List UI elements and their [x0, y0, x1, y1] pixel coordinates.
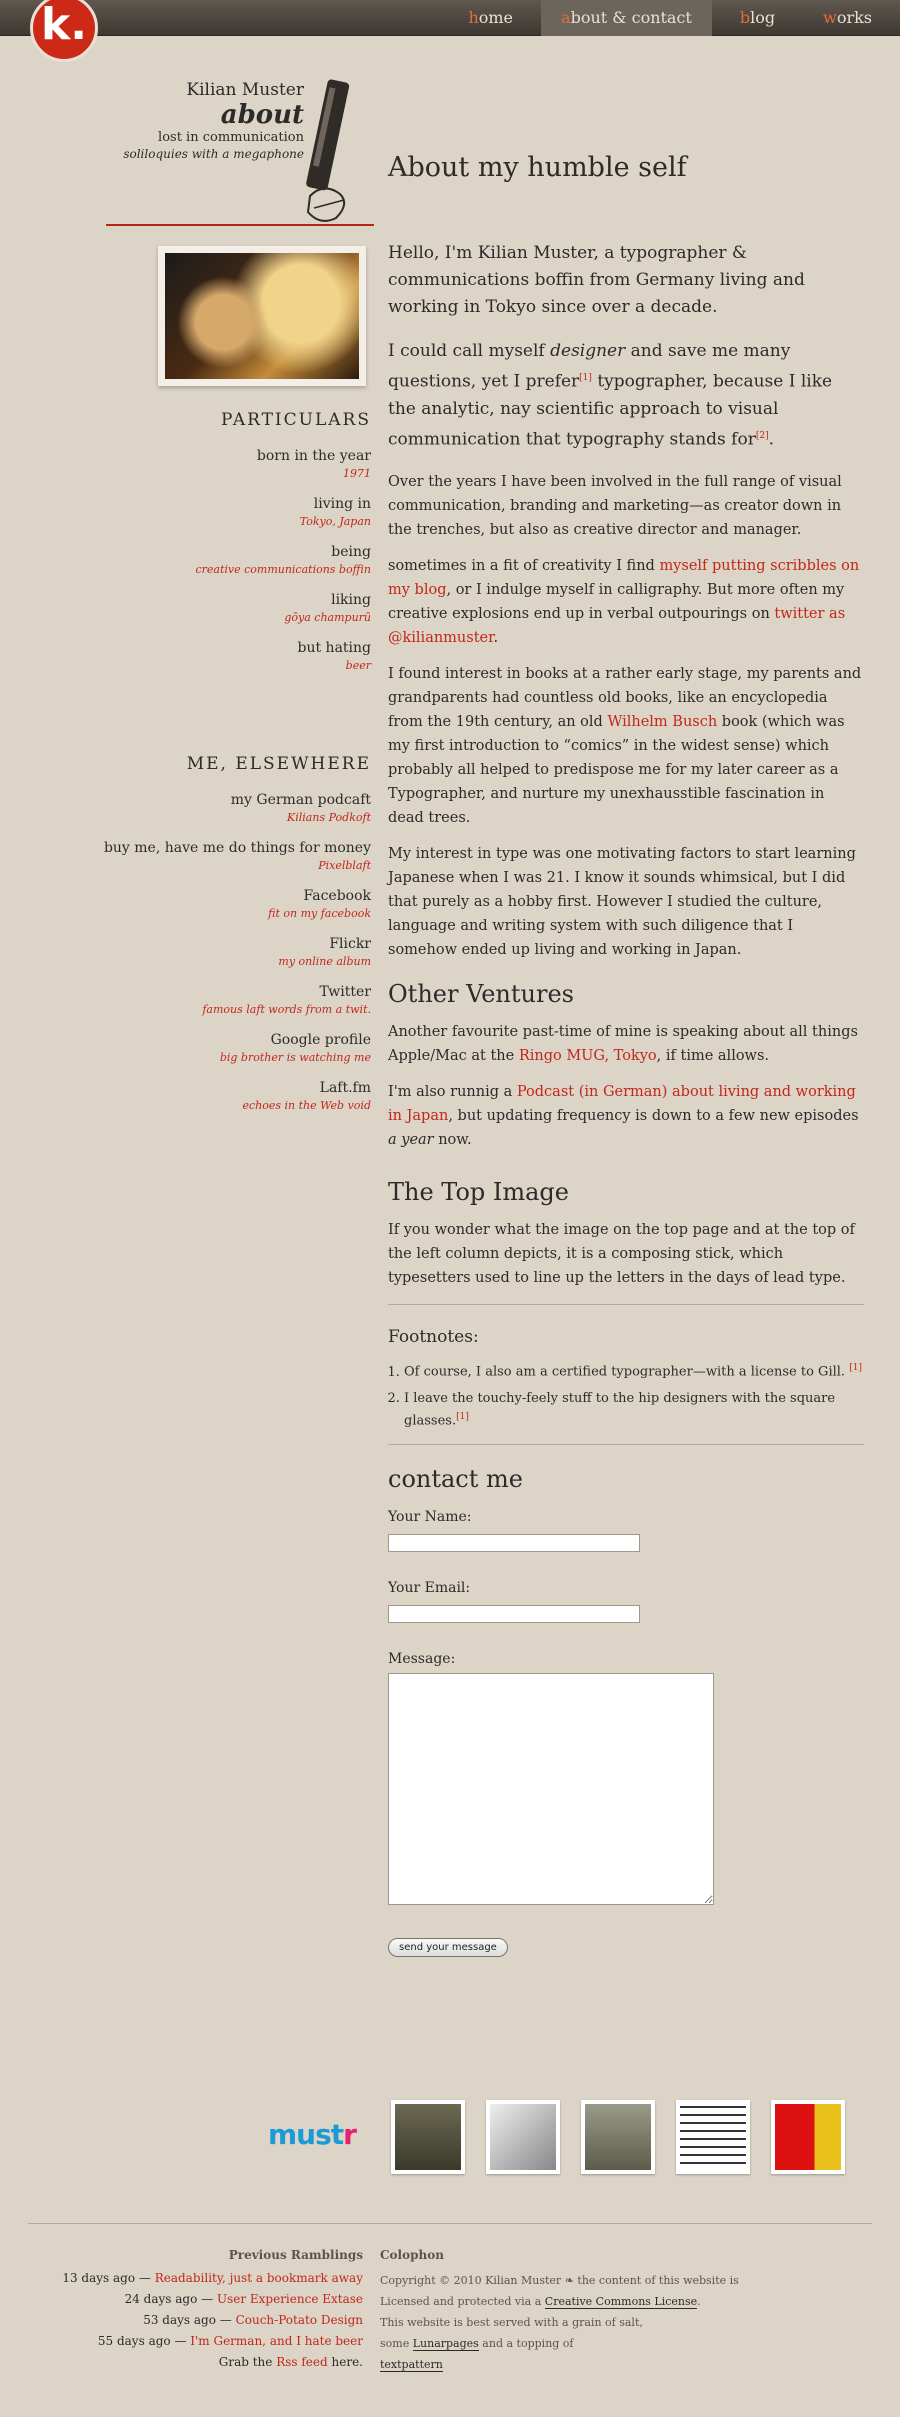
- books-paragraph: I found interest in books at a rather early stage, my parents and grandparents had countless old books, like an encyclopedia from the 19th century, an old Wilhelm Busch book (which was my first introduction to “comics” in the widest sense) which probably all helped to predispose me for my later career as a Typographer, and nurture my unexhausstible fascination in dead trees.: [388, 666, 862, 827]
- rambling-link[interactable]: Couch-Potato Design: [235, 2313, 363, 2327]
- profile-photo: [158, 246, 366, 386]
- divider: [388, 1304, 864, 1305]
- tagline-1: lost in communication: [158, 130, 304, 145]
- elsewhere-item: [71, 1078, 371, 1114]
- elsewhere-item: [71, 1030, 371, 1066]
- rambling-item: 13 days ago — Readability, just a bookmark away: [62, 2271, 363, 2285]
- footer-divider: [28, 2223, 872, 2224]
- message-label: Message:: [388, 1650, 456, 1667]
- rambling-item: 53 days ago — Couch-Potato Design: [143, 2313, 363, 2327]
- particular-value: creative communications boffin: [195, 563, 371, 576]
- message-textarea[interactable]: [388, 1673, 714, 1905]
- footnote-item: 1. Of course, I also am a certified typographer—with a license to Gill. [1]: [404, 1359, 864, 1381]
- author-name: Kilian Muster: [186, 80, 304, 100]
- particular-label: living in: [313, 496, 371, 512]
- top-navigation-bar: [0, 0, 900, 36]
- particulars-heading: PARTICULARS: [220, 410, 371, 430]
- page-title: About my humble self: [388, 152, 687, 183]
- elsewhere-link[interactable]: echoes in the Web void: [242, 1099, 371, 1112]
- lunarpages-link[interactable]: Lunarpages: [412, 2337, 479, 2350]
- gallery-thumbnail[interactable]: [581, 2100, 655, 2174]
- particular-value: 1971: [343, 467, 371, 480]
- section-title-about: about: [220, 100, 304, 130]
- footnote-backref[interactable]: [1]: [849, 1363, 862, 1374]
- top-image-paragraph: If you wonder what the image on the top page and at the top of the left column depicts, it is a composing stick, which typesetters used to line up the letters in the days of lead type.: [388, 1222, 855, 1287]
- colophon-line: Copyright © 2010 Kilian Muster ❧ the content of this website is: [380, 2274, 739, 2287]
- intro-paragraph: Hello, I'm Kilian Muster, a typographer & communications boffin from Germany living and working in Tokyo since over a decade.: [388, 243, 805, 317]
- elsewhere-heading: ME, ELSEWHERE: [186, 754, 371, 774]
- particular-item: [71, 638, 371, 674]
- site-logo[interactable]: k.: [30, 0, 98, 62]
- rambling-link[interactable]: I'm German, and I hate beer: [190, 2334, 363, 2348]
- elsewhere-item: [71, 790, 371, 826]
- elsewhere-link[interactable]: famous laft words from a twit.: [202, 1003, 371, 1016]
- email-input[interactable]: [388, 1605, 640, 1623]
- gallery-thumbnail[interactable]: [486, 2100, 560, 2174]
- colophon-title: Colophon: [380, 2248, 444, 2262]
- creative-commons-link[interactable]: Creative Commons License: [544, 2295, 698, 2308]
- main-content: [388, 240, 864, 1957]
- textpattern-link[interactable]: textpattern: [380, 2358, 443, 2371]
- blog-link[interactable]: myself putting scribbles on my blog: [388, 558, 860, 599]
- mustr-logo[interactable]: mustr: [268, 2118, 356, 2151]
- particular-label: being: [331, 544, 371, 560]
- profile-photo-image: [165, 253, 359, 379]
- particular-label: born in the year: [256, 448, 371, 464]
- elsewhere-item: [71, 838, 371, 874]
- rambling-item: 24 days ago — User Experience Extase: [124, 2292, 363, 2306]
- tagline-2: soliloquies with a megaphone: [123, 147, 304, 161]
- rambling-item: 55 days ago — I'm German, and I hate beer: [97, 2334, 363, 2348]
- twitter-link[interactable]: twitter as @kilianmuster: [388, 606, 846, 647]
- previous-ramblings-list: [62, 2268, 363, 2373]
- footnote-item: 2. I leave the touchy-feely stuff to the hip designers with the square glasses.[1]: [404, 1390, 864, 1430]
- elsewhere-list: [71, 790, 371, 1126]
- footnotes-title: Footnotes:: [388, 1327, 479, 1348]
- previous-ramblings-title: Previous Ramblings: [228, 2248, 363, 2262]
- elsewhere-item: [71, 982, 371, 1018]
- elsewhere-link[interactable]: Pixelblaft: [318, 859, 371, 872]
- career-paragraph: Over the years I have been involved in the full range of visual communication, branding and marketing—as creator down in the trenches, but also as creative director and manager.: [388, 474, 842, 539]
- elsewhere-label: my German podcaft: [230, 792, 371, 808]
- elsewhere-label: Laft.fm: [319, 1080, 371, 1096]
- creativity-paragraph: sometimes in a fit of creativity I find myself putting scribbles on my blog, or I indulge myself in calligraphy. But more often my creative explosions end up in verbal outpourings on twitter as @kilianmuster.: [388, 558, 860, 647]
- email-label: Your Email:: [388, 1579, 471, 1596]
- footnotes-list: [388, 1359, 864, 1430]
- elsewhere-link[interactable]: my online album: [278, 955, 371, 968]
- podcast-link[interactable]: Podcast (in German) about living and working in Japan: [388, 1084, 856, 1125]
- elsewhere-label: Facebook: [303, 888, 371, 904]
- rambling-link[interactable]: Readability, just a bookmark away: [154, 2271, 363, 2285]
- particular-label: but hating: [297, 640, 371, 656]
- gallery-thumbnail[interactable]: [771, 2100, 845, 2174]
- colophon-line: This website is best served with a grain of salt,: [380, 2316, 643, 2329]
- ventures-paragraph-1: Another favourite past-time of mine is speaking about all things Apple/Mac at the Ringo MUG, Tokyo, if time allows.: [388, 1024, 858, 1065]
- gallery-thumbnail[interactable]: [676, 2100, 750, 2174]
- colophon-line: Licensed and protected via a Creative Commons License.: [380, 2295, 701, 2308]
- elsewhere-label: Flickr: [329, 936, 371, 952]
- contact-title: contact me: [388, 1464, 523, 1493]
- rss-feed-link[interactable]: Rss feed: [276, 2355, 328, 2369]
- elsewhere-link[interactable]: Kilians Podkoft: [287, 811, 371, 824]
- colophon-text: [380, 2270, 780, 2375]
- about-header-block: [106, 80, 374, 226]
- nav-about-contact[interactable]: about & contact: [541, 0, 712, 36]
- wilhelm-busch-link[interactable]: Wilhelm Busch: [607, 714, 718, 731]
- japanese-paragraph: My interest in type was one motivating factors to start learning Japanese when I was 21. I know it sounds whimsical, but I did that purely as a hobby first. However I studied the culture, language and writing system with such diligence that I somehow ended up living and working in Japan.: [388, 846, 856, 959]
- designer-paragraph: I could call myself designer and save me many questions, yet I prefer[1] typographer, because I like the analytic, nay scientific approach to visual communication that typography stands for[2].: [388, 341, 833, 450]
- colophon-line: some Lunarpages and a topping of: [380, 2337, 574, 2350]
- elsewhere-label: buy me, have me do things for money: [103, 840, 371, 856]
- elsewhere-item: [71, 886, 371, 922]
- ventures-heading: Other Ventures: [388, 980, 574, 1009]
- footnote-ref[interactable]: [1]: [579, 373, 592, 383]
- nav-home[interactable]: home: [468, 8, 514, 27]
- particular-value: Tokyo, Japan: [299, 515, 371, 528]
- main-nav: [448, 0, 900, 36]
- name-label: Your Name:: [388, 1508, 472, 1525]
- particular-item: [71, 446, 371, 482]
- gallery-thumbnail[interactable]: [391, 2100, 465, 2174]
- particular-item: [71, 542, 371, 578]
- divider: [388, 1444, 864, 1445]
- elsewhere-label: Google profile: [270, 1032, 371, 1048]
- rss-line: Grab the Rss feed here.: [218, 2355, 363, 2369]
- elsewhere-item: [71, 934, 371, 970]
- elsewhere-label: Twitter: [319, 984, 371, 1000]
- footnote-ref[interactable]: [2]: [755, 430, 769, 441]
- particular-value: beer: [345, 659, 371, 672]
- header-divider: [106, 224, 374, 226]
- colophon-line: [380, 2354, 780, 2375]
- footnote-backref[interactable]: [1]: [456, 1411, 469, 1422]
- composing-stick-icon: [304, 78, 352, 228]
- send-message-button[interactable]: send your message: [388, 1938, 508, 1957]
- particular-item: [71, 590, 371, 626]
- nav-works[interactable]: works: [823, 8, 872, 27]
- elsewhere-link[interactable]: big brother is watching me: [219, 1051, 371, 1064]
- nav-blog[interactable]: blog: [739, 8, 776, 27]
- particulars-list: [71, 446, 371, 686]
- name-input[interactable]: [388, 1534, 640, 1552]
- rambling-link[interactable]: User Experience Extase: [216, 2292, 363, 2306]
- ringo-mug-link[interactable]: Ringo MUG, Tokyo: [518, 1048, 657, 1065]
- particular-value: gōya champurū: [284, 611, 371, 624]
- particular-item: [71, 494, 371, 530]
- top-image-heading: The Top Image: [388, 1178, 569, 1207]
- elsewhere-link[interactable]: fit on my facebook: [268, 907, 371, 920]
- ventures-paragraph-2: I'm also runnig a Podcast (in German) about living and working in Japan, but updating frequency is down to a few new episodes a year now.: [388, 1084, 859, 1149]
- particular-label: liking: [331, 592, 371, 608]
